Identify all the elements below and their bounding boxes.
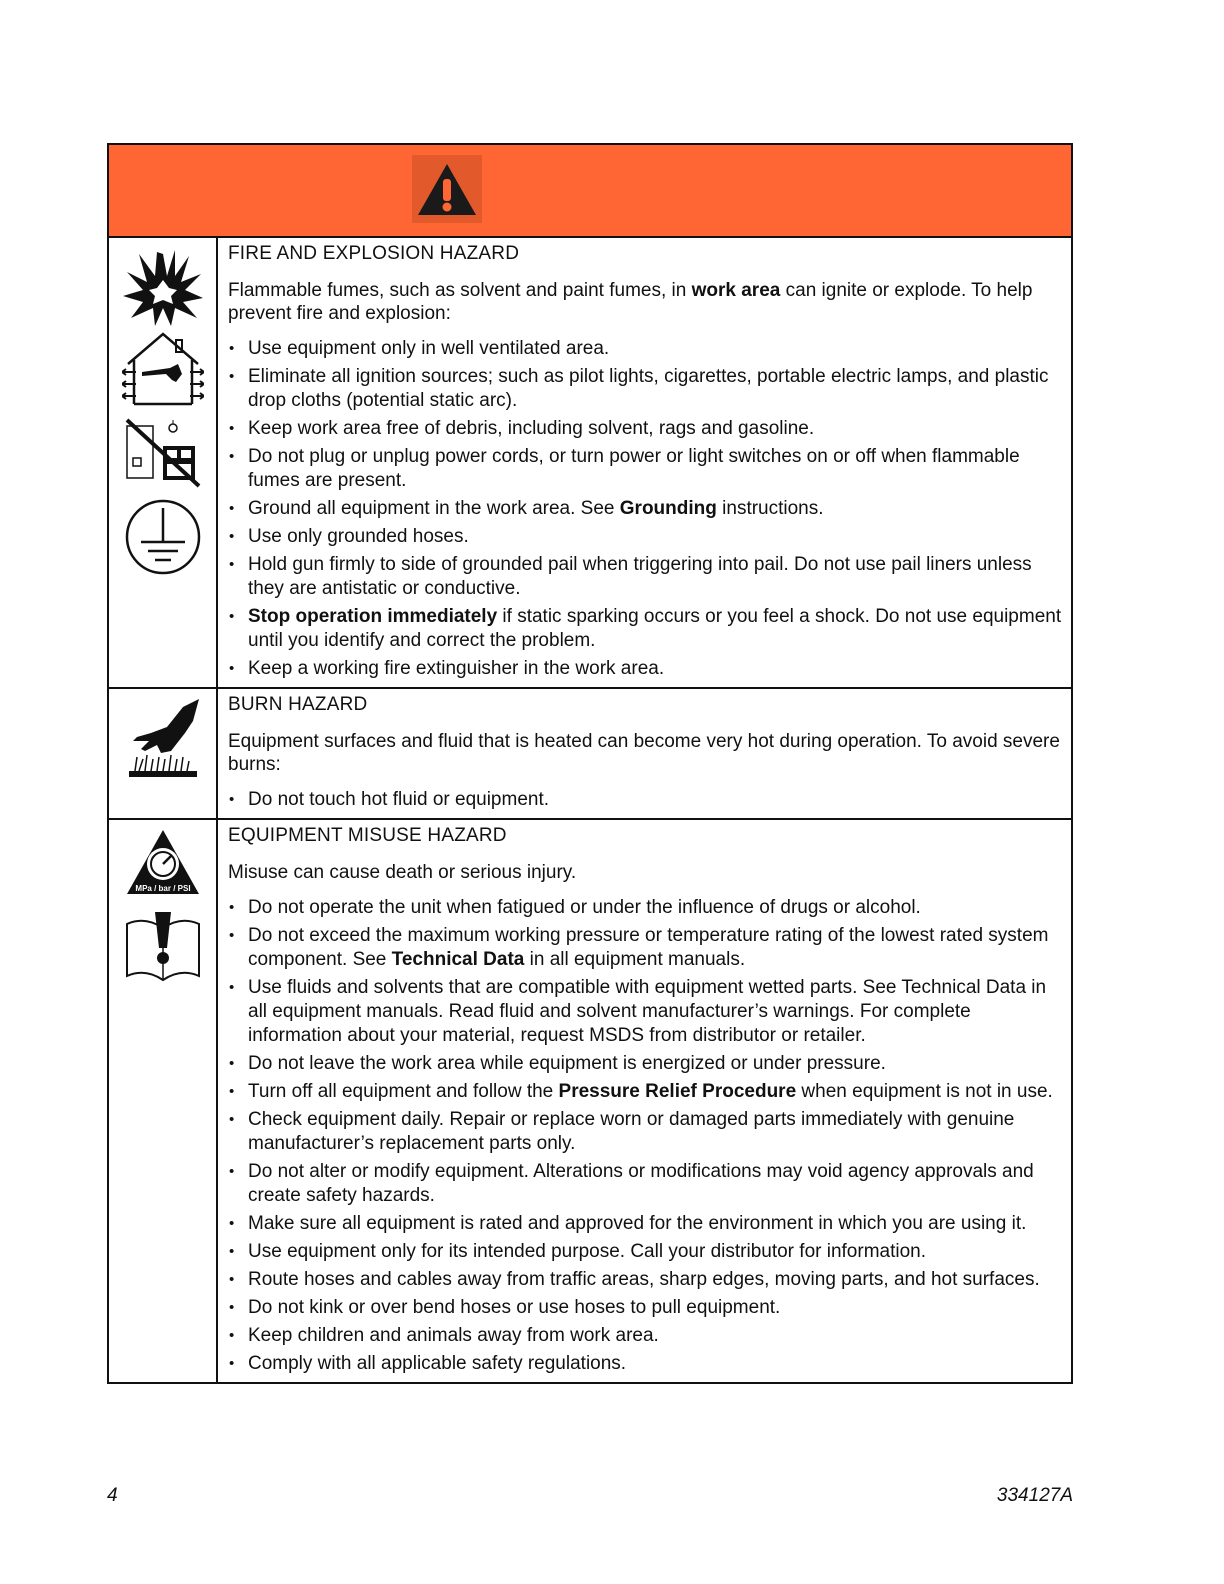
equipment-misuse-icons bbox=[109, 820, 218, 1382]
fire-explosion-icons bbox=[109, 238, 218, 687]
warning-banner bbox=[109, 145, 1071, 238]
read-manual-icon bbox=[123, 910, 203, 986]
list-item: • Do not operate the unit when fatigued or under the influence of drugs or alcohol. bbox=[228, 896, 1063, 920]
burn-text bbox=[218, 689, 1071, 818]
list-item: • Use fluids and solvents that are compatible with equipment wetted parts. See Technical Data in all equipment manuals. Read fluid and solvent manufacturer’s warnings. For complete information about your material, request MSDS from distributor or retailer. bbox=[228, 976, 1063, 1048]
explosion-icon bbox=[123, 246, 203, 328]
hazard-intro: Flammable fumes, such as solvent and paint fumes, in work area can ignite or explode. To help prevent fire and explosion: bbox=[228, 280, 1033, 324]
list-item: • Make sure all equipment is rated and approved for the environment in which you are using it. bbox=[228, 1212, 1063, 1236]
warning-triangle-icon bbox=[412, 155, 482, 223]
list-item: • Do not touch hot fluid or equipment. bbox=[228, 788, 1063, 812]
hot-surface-hand-icon bbox=[127, 697, 199, 777]
equipment-misuse-text bbox=[218, 820, 1071, 1382]
fire-explosion-text bbox=[218, 238, 1071, 687]
list-item: • Use equipment only for its intended purpose. Call your distributor for information. bbox=[228, 1240, 1063, 1264]
burn-section bbox=[109, 689, 1071, 820]
no-ignition-sources-icon bbox=[123, 418, 203, 490]
list-item: • Do not leave the work area while equipment is energized or under pressure. bbox=[228, 1052, 1063, 1076]
list-item: • Do not plug or unplug power cords, or turn power or light switches on or off when flammable fumes are present. bbox=[228, 445, 1063, 493]
list-item: • Keep a working fire extinguisher in the work area. bbox=[228, 657, 1063, 681]
ground-symbol-icon bbox=[124, 498, 202, 576]
hazard-list bbox=[228, 896, 1063, 1376]
list-item: • Use equipment only in well ventilated area. bbox=[228, 337, 1063, 361]
list-item: • Keep work area free of debris, including solvent, rags and gasoline. bbox=[228, 417, 1063, 441]
gauge-units-label: MPa / bar / PSI bbox=[134, 884, 191, 893]
list-item: • Turn off all equipment and follow the Pressure Relief Procedure when equipment is not in use. bbox=[228, 1080, 1063, 1104]
hazard-intro: Misuse can cause death or serious injury. bbox=[228, 862, 577, 883]
hazard-list bbox=[228, 337, 1063, 681]
equipment-misuse-section bbox=[109, 820, 1071, 1382]
list-item: • Keep children and animals away from work area. bbox=[228, 1324, 1063, 1348]
hazard-intro: Equipment surfaces and fluid that is heated can become very hot during operation. To avoid severe burns: bbox=[228, 731, 1060, 775]
burn-icons bbox=[109, 689, 218, 818]
list-item: • Ground all equipment in the work area. See Grounding instructions. bbox=[228, 497, 1063, 521]
hazard-title: EQUIPMENT MISUSE HAZARD bbox=[228, 825, 507, 846]
list-item: • Stop operation immediately if static sparking occurs or you feel a shock. Do not use equipment until you identify and correct the problem. bbox=[228, 605, 1063, 653]
fire-explosion-section bbox=[109, 238, 1071, 689]
document-number: 334127A bbox=[996, 1485, 1073, 1506]
hazard-title: BURN HAZARD bbox=[228, 694, 368, 715]
list-item: • Do not kink or over bend hoses or use hoses to pull equipment. bbox=[228, 1296, 1063, 1320]
list-item: • Hold gun firmly to side of grounded pail when triggering into pail. Do not use pail liners unless they are antistatic or conductive. bbox=[228, 553, 1063, 601]
warning-table bbox=[107, 143, 1073, 1384]
list-item: • Route hoses and cables away from traffic areas, sharp edges, moving parts, and hot surfaces. bbox=[228, 1268, 1063, 1292]
pressure-gauge-icon bbox=[125, 828, 201, 896]
list-item: • Do not alter or modify equipment. Alterations or modifications may void agency approvals and create safety hazards. bbox=[228, 1160, 1063, 1208]
list-item: • Use only grounded hoses. bbox=[228, 525, 1063, 549]
list-item: • Do not exceed the maximum working pressure or temperature rating of the lowest rated system component. See Technical Data in all equipment manuals. bbox=[228, 924, 1063, 972]
page-number: 4 bbox=[107, 1485, 118, 1506]
list-item: • Eliminate all ignition sources; such as pilot lights, cigarettes, portable electric lamps, and plastic drop cloths (potential static arc). bbox=[228, 365, 1063, 413]
hazard-list bbox=[228, 788, 1063, 812]
list-item: • Check equipment daily. Repair or replace worn or damaged parts immediately with genuine manufacturer’s replacement parts only. bbox=[228, 1108, 1063, 1156]
hazard-title: FIRE AND EXPLOSION HAZARD bbox=[228, 243, 520, 264]
list-item: • Comply with all applicable safety regulations. bbox=[228, 1352, 1063, 1376]
ventilation-house-icon bbox=[122, 330, 204, 408]
